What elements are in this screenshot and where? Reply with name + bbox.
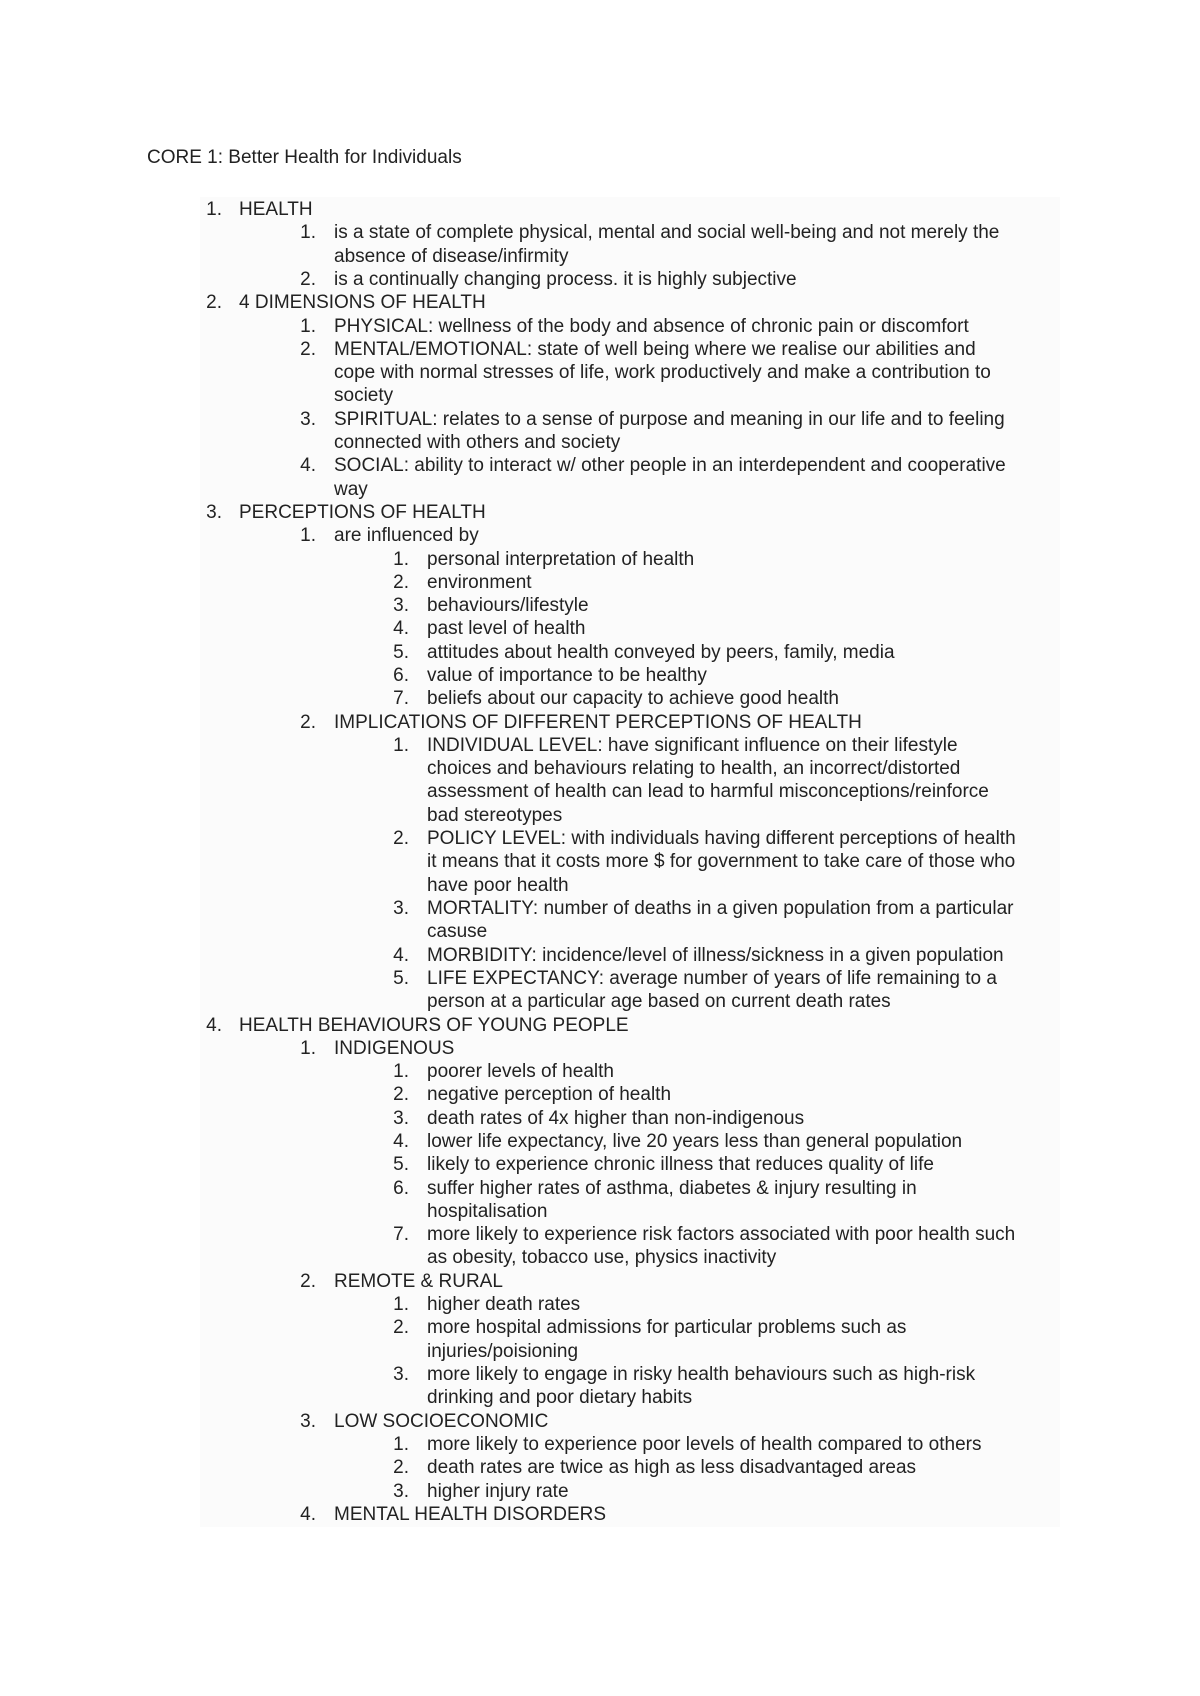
list-item-text: higher death rates (427, 1294, 581, 1316)
list-item-text: 4 DIMENSIONS OF HEALTH (239, 292, 486, 314)
list-item-text: likely to experience chronic illness that reduces quality of life (427, 1154, 934, 1176)
list-item-text: PHYSICAL: wellness of the body and absence of chronic pain or discomfort (334, 315, 969, 337)
list-item-text: HEALTH (239, 199, 313, 220)
list-item-text: HEALTH BEHAVIOURS OF YOUNG PEOPLE (239, 1014, 629, 1036)
list-item-number: 5. (393, 1154, 409, 1176)
list-item-number: 2. (300, 338, 316, 360)
document-title: CORE 1: Better Health for Individuals (147, 147, 462, 168)
list-item-number: 2. (393, 1457, 409, 1479)
list-item-number: 1. (393, 1061, 409, 1083)
list-item-text: choices and behaviours relating to health, an incorrect/distorted (427, 758, 961, 780)
list-item-number: 2. (393, 1084, 409, 1106)
list-item-number: 3. (300, 1410, 316, 1432)
list-item-text: hospitalisation (427, 1200, 548, 1222)
list-item-text: injuries/poisioning (427, 1340, 579, 1362)
list-item-number: 4. (206, 1014, 222, 1036)
list-item-text: MORBIDITY: incidence/level of illness/sickness in a given population (427, 944, 1004, 966)
list-item-number: 3. (393, 1364, 409, 1385)
list-item-text: poorer levels of health (427, 1061, 614, 1083)
list-item-number: 1. (300, 315, 316, 337)
list-item-text: PERCEPTIONS OF HEALTH (239, 501, 486, 523)
list-item-text: bad stereotypes (427, 804, 563, 826)
list-item-text: value of importance to be healthy (427, 665, 707, 686)
list-item-text: society (334, 385, 394, 407)
list-item-text: POLICY LEVEL: with individuals having different perceptions of health (427, 828, 1016, 850)
list-item-text: attitudes about health conveyed by peers, family, media (427, 641, 895, 663)
list-item-text: death rates of 4x higher than non-indigenous (427, 1107, 805, 1129)
list-item-text: environment (427, 571, 532, 593)
list-item-text: more likely to experience risk factors associated with poor health such (427, 1224, 1016, 1246)
list-item-number: 3. (393, 1107, 409, 1129)
list-item-text: MENTAL HEALTH DISORDERS (334, 1503, 607, 1525)
list-item-text: LOW SOCIOECONOMIC (334, 1410, 549, 1432)
list-item-text: REMOTE & RURAL (334, 1270, 503, 1292)
list-item-text: have poor health (427, 874, 569, 896)
list-item-text: personal interpretation of health (427, 548, 695, 570)
list-item-text: casuse (427, 921, 488, 943)
list-item-number: 6. (393, 665, 409, 686)
list-item-number: 2. (300, 1270, 316, 1292)
list-item-number: 6. (393, 1177, 409, 1199)
list-item-text: more likely to engage in risky health behaviours such as high-risk (427, 1364, 976, 1385)
list-item-text: is a state of complete physical, mental and social well-being and not merely the (334, 222, 1000, 244)
list-item-number: 4. (393, 618, 409, 640)
list-item-text: absence of disease/infirmity (334, 245, 569, 267)
list-item-number: 3. (393, 1480, 409, 1502)
list-item-number: 1. (300, 525, 316, 547)
list-item-number: 4. (393, 944, 409, 966)
list-item-number: 3. (300, 408, 316, 430)
list-item-text: assessment of health can lead to harmful misconceptions/reinforce (427, 781, 989, 803)
list-item-text: INDIGENOUS (334, 1037, 455, 1059)
list-item-text: as obesity, tobacco use, physics inactivity (427, 1247, 777, 1269)
list-item-text: INDIVIDUAL LEVEL: have significant influence on their lifestyle (427, 734, 958, 756)
list-item-number: 2. (206, 292, 222, 314)
list-item-text: LIFE EXPECTANCY: average number of years of life remaining to a (427, 967, 997, 989)
list-item-number: 5. (393, 967, 409, 989)
list-item-text: MENTAL/EMOTIONAL: state of well being where we realise our abilities and (334, 338, 976, 360)
list-item-number: 1. (393, 1433, 409, 1455)
list-item-text: SOCIAL: ability to interact w/ other people in an interdependent and cooperative (334, 455, 1006, 477)
list-item-text: more likely to experience poor levels of health compared to others (427, 1433, 982, 1455)
list-item-text: beliefs about our capacity to achieve good health (427, 688, 839, 710)
list-item-number: 1. (300, 1037, 316, 1059)
list-item-number: 4. (300, 455, 316, 477)
list-item-text: SPIRITUAL: relates to a sense of purpose and meaning in our life and to feeling (334, 408, 1005, 430)
list-item-number: 2. (393, 1317, 409, 1339)
list-item-number: 5. (393, 641, 409, 663)
list-item-number: 7. (393, 688, 409, 710)
list-item-number: 2. (393, 571, 409, 593)
list-item-text: cope with normal stresses of life, work productively and make a contribution to (334, 362, 991, 384)
list-item-text: behaviours/lifestyle (427, 595, 589, 617)
list-item-text: more hospital admissions for particular problems such as (427, 1317, 907, 1339)
list-item-number: 3. (393, 898, 409, 919)
list-item-number: 1. (206, 199, 222, 220)
list-item-text: IMPLICATIONS OF DIFFERENT PERCEPTIONS OF HEALTH (334, 711, 862, 733)
list-item-number: 1. (300, 222, 316, 244)
list-item-text: is a continually changing process. it is highly subjective (334, 268, 797, 290)
list-item-number: 2. (300, 711, 316, 733)
list-item-number: 7. (393, 1224, 409, 1246)
list-item-number: 3. (206, 501, 222, 523)
list-item-text: lower life expectancy, live 20 years less than general population (427, 1131, 963, 1152)
list-item-text: drinking and poor dietary habits (427, 1387, 693, 1409)
list-item-text: higher injury rate (427, 1480, 569, 1502)
list-item-text: way (334, 478, 368, 500)
list-item-text: connected with others and society (334, 431, 621, 453)
list-item-text: negative perception of health (427, 1084, 672, 1106)
list-item-text: it means that it costs more $ for government to take care of those who (427, 851, 1016, 873)
list-item-text: suffer higher rates of asthma, diabetes & injury resulting in (427, 1177, 917, 1199)
list-item-number: 2. (300, 268, 316, 290)
list-item-text: MORTALITY: number of deaths in a given population from a particular (427, 898, 1014, 919)
list-item-number: 2. (393, 828, 409, 850)
list-item-number: 1. (393, 548, 409, 570)
list-item-number: 1. (393, 1294, 409, 1316)
list-item-text: are influenced by (334, 525, 479, 547)
list-item-text: death rates are twice as high as less disadvantaged areas (427, 1457, 917, 1479)
list-item-number: 4. (393, 1131, 409, 1152)
list-item-number: 1. (393, 734, 409, 756)
list-item-number: 4. (300, 1503, 316, 1525)
list-item-text: person at a particular age based on current death rates (427, 991, 891, 1013)
list-item-number: 3. (393, 595, 409, 617)
list-item-text: past level of health (427, 618, 586, 640)
